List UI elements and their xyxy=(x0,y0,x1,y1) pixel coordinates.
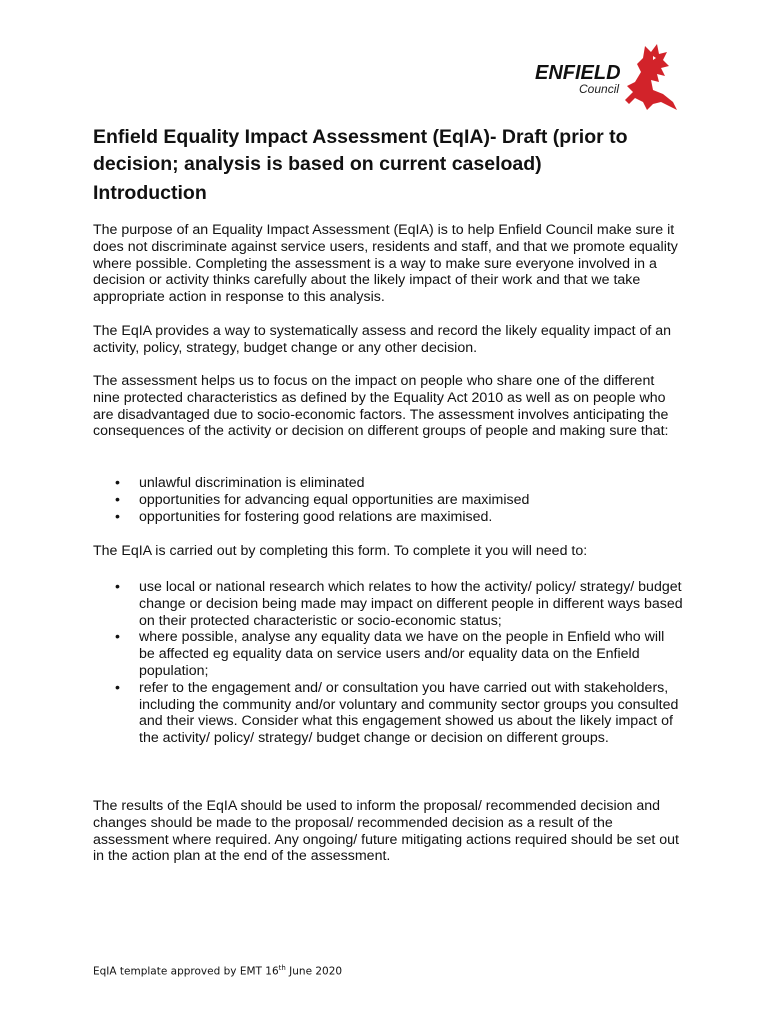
footer-date-suffix: June 2020 xyxy=(285,965,343,978)
page-footer xyxy=(93,964,342,978)
paragraph-purpose: The purpose of an Equality Impact Assessment (EqIA) is to help Enfield Council make sure it does not discriminate against service users, residents and staff, and that we promote equality where possible. Completing the assessment is a way to make sure everyone involved in a decision or activity thinks carefully about the likely impact of their work and that we take appropriate action in response to this analysis. xyxy=(93,222,678,306)
list-item: • refer to the engagement and/ or consultation you have carried out with stakeholders, including the community and/or voluntary and community sector groups you consulted and their views. Consider what this engagement showed us about the likely impact of the activity/ policy/ strategy/ budget change or decision on different groups. xyxy=(93,680,683,747)
section-heading-introduction: Introduction xyxy=(93,182,207,204)
document-title: Enfield Equality Impact Assessment (EqIA)- Draft (prior to decision; analysis is based on current caseload) xyxy=(93,126,628,175)
dragon-icon xyxy=(623,42,679,112)
bullet-list-requirements xyxy=(93,579,683,747)
list-item: • opportunities for fostering good relations are maximised. xyxy=(93,509,683,526)
list-item: • use local or national research which relates to how the activity/ policy/ strategy/ budget change or decision being made may impact on different people in different ways based on their protected characteristic or socio-economic status; xyxy=(93,579,683,629)
list-item: • unlawful discrimination is eliminated xyxy=(93,475,683,492)
logo-wordmark: ENFIELD xyxy=(535,62,621,84)
bullet-list-outcomes xyxy=(93,475,683,525)
list-item: • opportunities for advancing equal opportunities are maximised xyxy=(93,492,683,509)
enfield-council-logo xyxy=(535,42,680,114)
paragraph-results: The results of the EqIA should be used to inform the proposal/ recommended decision and changes should be made to the proposal/ recommended decision as a result of the assessment where required. Any ongoing/ future mitigating actions required should be set out in the action plan at the end of the assessment. xyxy=(93,798,679,865)
paragraph-how-to-complete: The EqIA is carried out by completing this form. To complete it you will need to: xyxy=(93,543,588,559)
paragraph-assessment-helps: The assessment helps us to focus on the impact on people who share one of the different nine protected characteristics as defined by the Equality Act 2010 as well as on people who are disadvantaged due to socio-economic factors. The assessment involves anticipating the consequences of the activity or decision on different groups of people and making sure that: xyxy=(93,373,669,440)
footer-text: EqIA template approved by EMT 16 xyxy=(93,965,279,978)
list-item: • where possible, analyse any equality data we have on the people in Enfield who will be affected eg equality data on service users and/or equality data on the Enfield population; xyxy=(93,629,683,679)
logo-subtitle: Council xyxy=(579,82,620,96)
footer-superscript: th xyxy=(278,964,286,972)
paragraph-eqia-provides: The EqIA provides a way to systematically assess and record the likely equality impact of an activity, policy, strategy, budget change or any other decision. xyxy=(93,323,672,356)
